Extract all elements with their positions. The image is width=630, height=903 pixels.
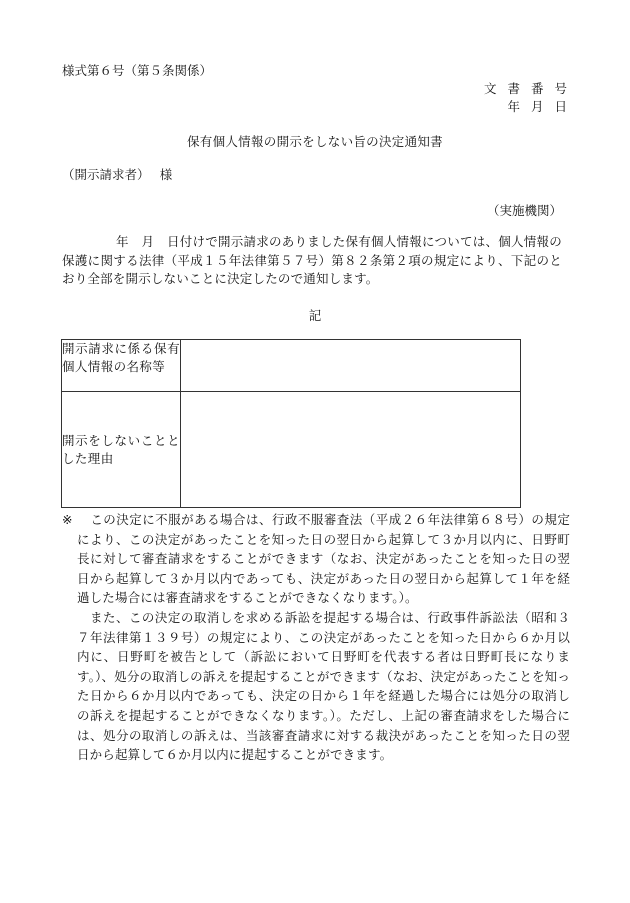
ki-heading: 記 [308,308,322,323]
reason-value [181,392,521,508]
document-title: 保有個人情報の開示をしない旨の決定通知書 [186,134,443,149]
note-mark: ※ [62,512,73,527]
form-number: 様式第６号（第５条関係） [62,63,213,78]
table-row [62,340,521,392]
info-name-label: 開示請求に係る保有個人情報の名称等 [62,340,181,392]
details-table [61,339,521,508]
info-name-value [181,340,521,392]
body-paragraph: 年 月 日付けで開示請求のありました保有個人情報については、個人情報の保護に関する法律（平成１５年法律第５７号）第８２条第２項の規定により、下記のとおり全部を開示しないことに決定したので通知します。 [62,234,562,286]
recipient-line: （開示請求者） 様 [62,167,173,182]
note-appeal-text: この決定に不服がある場合は、行政不服審査法（平成２６年法律第６８号）の規定により、この決定があったことを知った日の翌日から起算して３か月以内に、日野町長に対して審査請求をすることができます（なお、決定があったことを知った日の翌日から起算して３か月以内であっても、決定があった日の翌日から起算して１年を経過した場合には審査請求をすることができなくなります。）。 [77,512,570,606]
issuer-line: （実施機関） [486,203,562,218]
date-placeholder: 年月日 [507,99,578,114]
document-number-label: 文書番号 [483,81,578,96]
note-appeal [62,510,570,608]
reason-label: 開示をしないこととした理由 [62,392,181,508]
notes-section [62,510,570,765]
table-row [62,392,521,508]
note-lawsuit: また、この決定の取消しを求める訴訟を提起する場合は、行政事件訴訟法（昭和３７年法律第１３９号）の規定により、この決定があったことを知った日から６か月以内に、日野町を被告として（訴訟において日野町を代表する者は日野町長になります。）、処分の取消しの訴えを提起することができます（なお、決定があったことを知った日から６か月以内であっても、決定の日から１年を経過した場合には処分の取消しの訴えを提起することができなくなります。）。ただし、上記の審査請求をした場合には、処分の取消しの訴えは、当該審査請求に対する裁決があったことを知った日の翌日から起算して６か月以内に提起することができます。 [77,609,570,763]
